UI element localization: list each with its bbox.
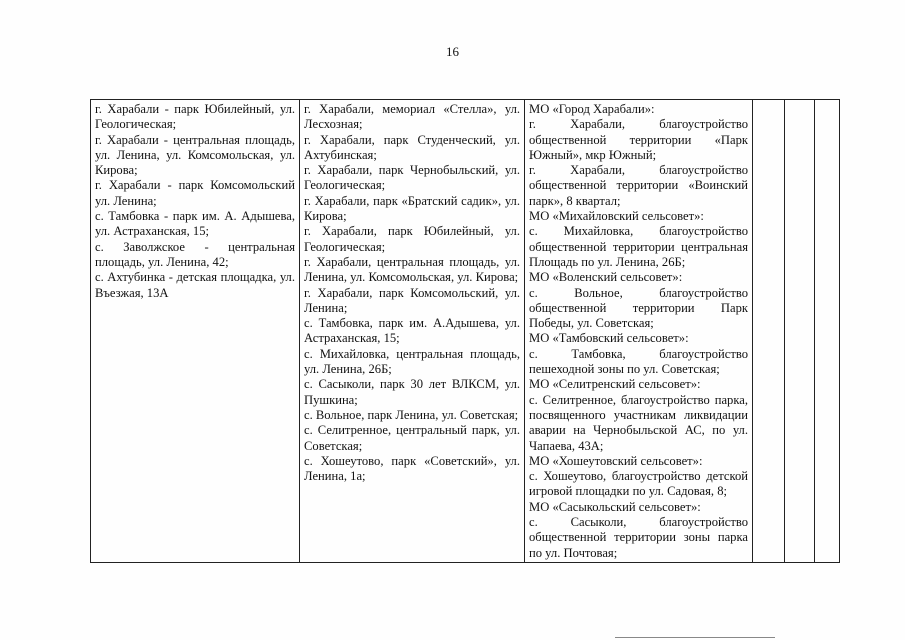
list-item: с. Тамбовка, парк им. А.Адышева, ул. Астраханская, 15;	[304, 316, 520, 346]
empty-cell	[753, 100, 785, 563]
list-item: МО «Город Харабали»:	[529, 102, 655, 116]
list-item: г. Харабали - парк Комсомольский ул. Ленина;	[95, 178, 295, 208]
list-item: г. Харабали, парк Юбилейный, ул. Геологическая;	[304, 224, 520, 254]
empty-cell	[785, 100, 815, 563]
list-item: г. Харабали, благоустройство общественной территории «Парк Южный», мкр Южный;	[529, 117, 748, 162]
list-item: г. Харабали, парк Студенческий, ул. Ахтубинская;	[304, 132, 520, 162]
list-item: МО «Сасыкольский сельсовет»:	[529, 499, 701, 514]
list-item: с. Сасыколи, благоустройство общественной территории зоны парка по ул. Почтовая;	[529, 515, 748, 560]
list-item: с. Ахтубинка - детская площадка, ул. Въезжая, 13А	[95, 270, 295, 300]
page-number: 16	[446, 44, 459, 59]
list-item: с. Михайловка, благоустройство общественной территории центральная Площадь по ул. Ленина, 26Б;	[529, 224, 748, 269]
list-item: МО «Воленский сельсовет»:	[529, 270, 683, 285]
table-row	[91, 100, 840, 563]
list-item: с. Тамбовка - парк им. А. Адышева, ул. Астраханская, 15;	[95, 209, 295, 239]
list-item: с. Селитренное, центральный парк, ул. Советская;	[304, 423, 520, 453]
list-item: г. Харабали - парк Юбилейный, ул. Геологическая;	[95, 102, 295, 132]
list-item: г. Харабали, центральная площадь, ул. Ленина, ул. Комсомольская, ул. Кирова;	[304, 254, 520, 285]
col-current-sites	[91, 100, 300, 563]
list-item: МО «Хошеутовский сельсовет»:	[529, 453, 703, 468]
list-item: с. Сасыколи, парк 30 лет ВЛКСМ, ул. Пушкина;	[304, 377, 520, 407]
col-improvement-projects	[525, 100, 753, 563]
empty-cell	[815, 100, 840, 563]
list-item: МО «Тамбовский сельсовет»:	[529, 331, 689, 346]
list-item: г. Харабали - центральная площадь, ул. Ленина, ул. Комсомольская, ул. Кирова;	[95, 132, 295, 178]
list-item: с. Вольное, благоустройство общественной территории Парк Победы, ул. Советская;	[529, 285, 748, 331]
list-item: г. Харабали, парк Чернобыльский, ул. Геологическая;	[304, 163, 520, 193]
list-item: с. Селитренное, благоустройство парка, посвященного участникам ликвидации аварии на Чернобыльской АС, по ул. Чапаева, 43А;	[529, 392, 748, 453]
list-item: с. Хошеутово, парк «Советский», ул. Ленина, 1а;	[304, 453, 520, 484]
list-item: г. Харабали, благоустройство общественной территории «Воинский парк», 8 квартал;	[529, 163, 748, 208]
list-item: с. Хошеутово, благоустройство детской игровой площадки по ул. Садовая, 8;	[529, 469, 748, 499]
list-item: МО «Селитренский сельсовет»:	[529, 377, 701, 392]
list-item: с. Заволжское - центральная площадь, ул. Ленина, 42;	[95, 239, 295, 269]
list-item: с. Вольное, парк Ленина, ул. Советская;	[304, 407, 519, 422]
list-item: МО «Михайловский сельсовет»:	[529, 209, 704, 224]
list-item: г. Харабали, парк «Братский садик», ул. Кирова;	[304, 193, 520, 224]
list-item: с. Михайловка, центральная площадь, ул. Ленина, 26Б;	[304, 346, 520, 377]
col-parks-list	[300, 100, 525, 563]
list-item: с. Тамбовка, благоустройство пешеходной зоны по ул. Советская;	[529, 346, 748, 377]
bottom-rule	[615, 637, 775, 638]
localities-table	[90, 99, 840, 563]
list-item: г. Харабали, парк Комсомольский, ул. Ленина;	[304, 285, 520, 315]
list-item: г. Харабали, мемориал «Стелла», ул. Лесхозная;	[304, 102, 520, 132]
